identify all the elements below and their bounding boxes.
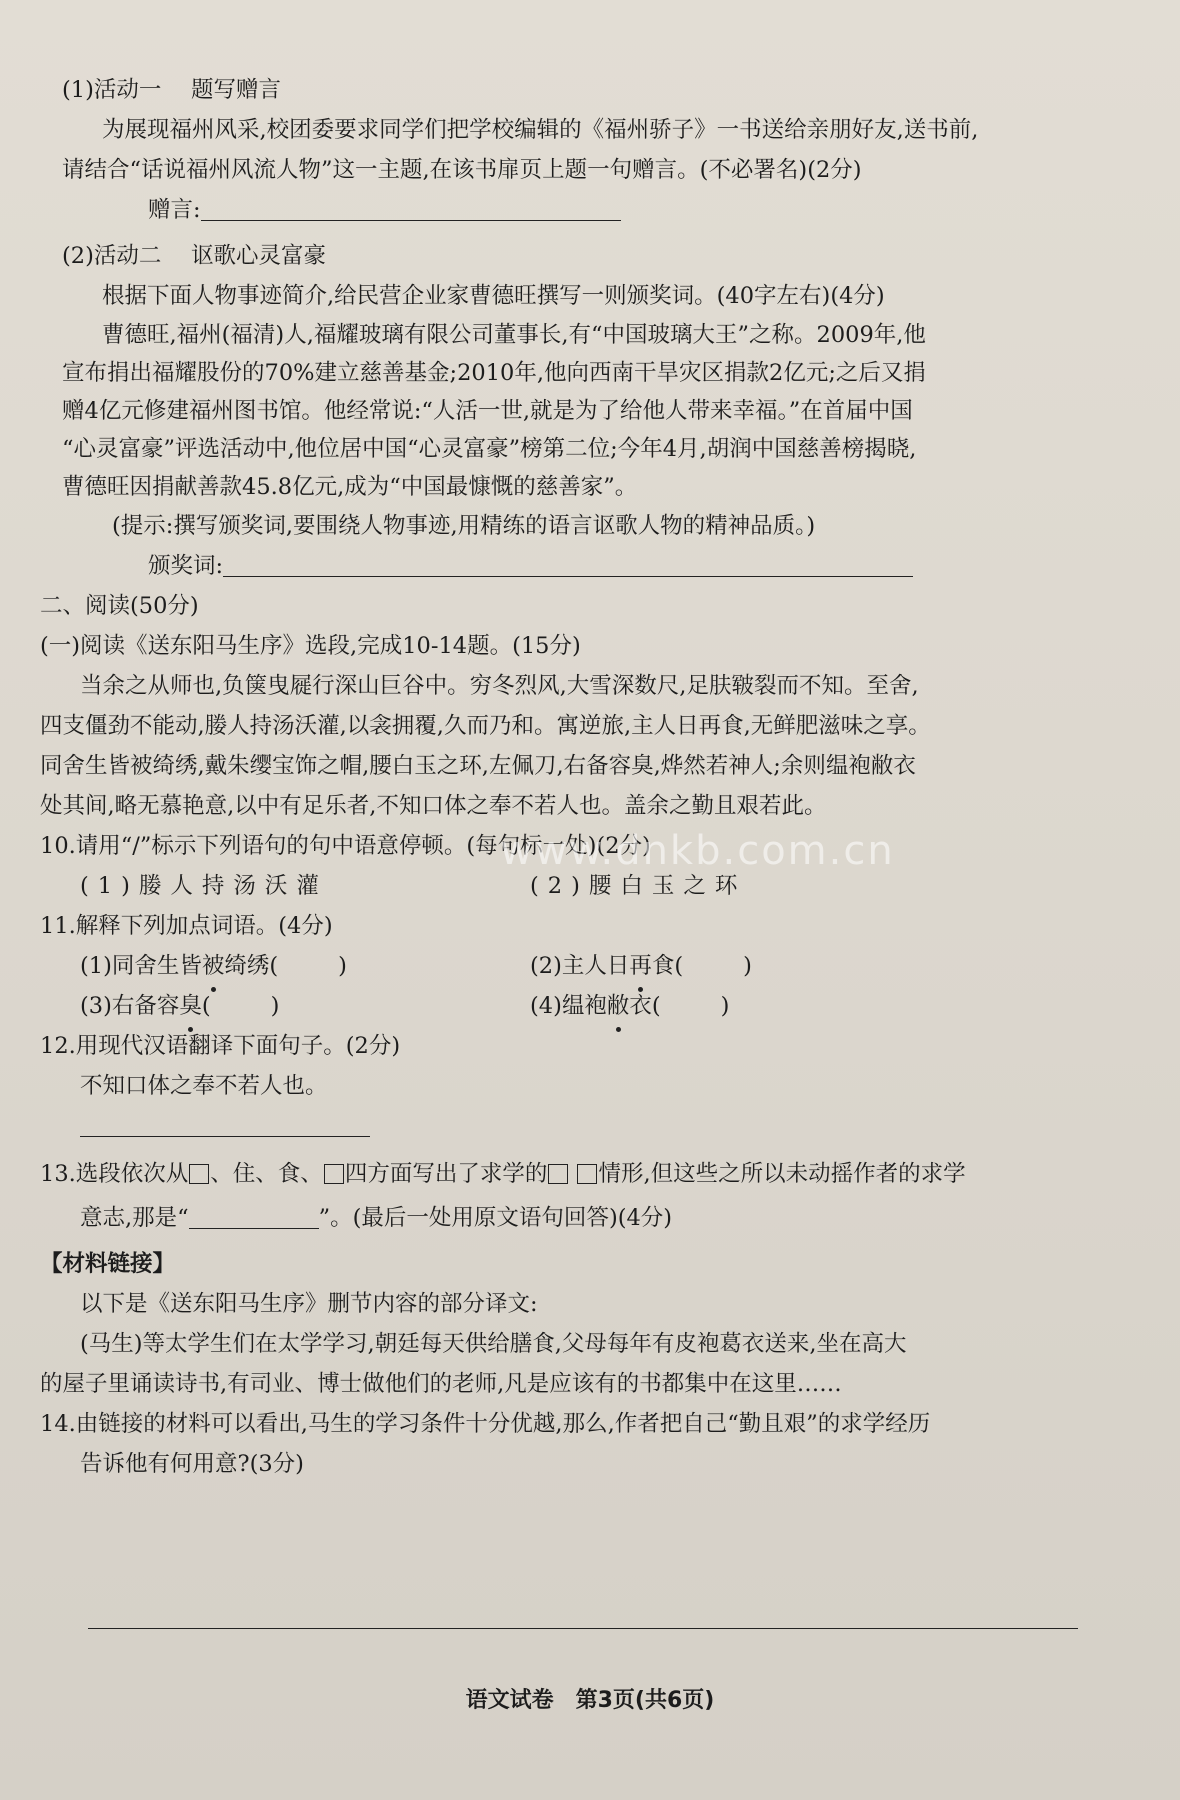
dedication-label: 赠言: bbox=[148, 197, 201, 223]
activity1-paragraph-1: 为展现福州风采,校团委要求同学们把学校编辑的《福州骄子》一书送给亲朋好友,送书前, bbox=[102, 117, 979, 143]
activity2-heading: (2)活动二 讴歌心灵富豪 bbox=[62, 243, 327, 269]
dotted-word: 再 bbox=[629, 946, 652, 986]
q14-line-1: 14.由链接的材料可以看出,马生的学习条件十分优越,那么,作者把自己“勤且艰”的求学经历 bbox=[40, 1411, 931, 1437]
award-line bbox=[62, 546, 1110, 586]
q12-answer-line bbox=[40, 1106, 1110, 1146]
q11-item-4 bbox=[530, 986, 729, 1026]
q11-stem: 11.解释下列加点词语。(4分) bbox=[40, 913, 333, 939]
q10-item-2[interactable]: (2)腰白玉之环 bbox=[530, 873, 747, 899]
q11-item-2 bbox=[530, 946, 752, 986]
q11-item-2-post: 食( bbox=[651, 953, 684, 979]
q13-text-4: 情形,但这些之所以未动摇作者的求学 bbox=[598, 1161, 966, 1187]
q11-row-1 bbox=[40, 946, 1110, 986]
material-paragraph-2: 的屋子里诵读诗书,有司业、博士做他们的老师,凡是应该有的书都集中在这里…… bbox=[40, 1371, 842, 1397]
activity2-bio bbox=[62, 316, 1110, 506]
passage-line: 同舍生皆被绮绣,戴朱缨宝饰之帽,腰白玉之环,左佩刀,右备容臭,烨然若神人;余则缊袍敝衣 bbox=[40, 753, 916, 779]
q13-text-3: 四方面写出了求学的 bbox=[344, 1161, 548, 1187]
q10-item-1[interactable]: (1)媵人持汤沃灌 bbox=[80, 873, 328, 899]
q11-item-1 bbox=[80, 953, 347, 979]
bio-line: “心灵富豪”评选活动中,他位居中国“心灵富豪”榜第二位;今年4月,胡润中国慈善榜揭晓, bbox=[62, 436, 917, 462]
q11-item-4-pre: (4)缊袍 bbox=[530, 993, 607, 1019]
paren-close: ) bbox=[270, 993, 280, 1019]
q11-item-2-pre: (2)主人日 bbox=[530, 953, 630, 979]
q11-item-1-pre: (1)同舍生皆 bbox=[80, 953, 202, 979]
q14-answer-line[interactable] bbox=[88, 1628, 1078, 1629]
q13-text-5: 意志,那是“ bbox=[80, 1205, 189, 1231]
reading1-heading: (一)阅读《送东阳马生序》选段,完成10-14题。(15分) bbox=[40, 633, 581, 659]
paren-close: ) bbox=[720, 993, 730, 1019]
page-footer: 语文试卷 第3页(共6页) bbox=[465, 1688, 715, 1713]
q13-box-1[interactable] bbox=[189, 1164, 209, 1184]
activity1-heading: (1)活动一 题写赠言 bbox=[62, 77, 282, 103]
activity1-paragraph-2: 请结合“话说福州风流人物”这一主题,在该书扉页上题一句赠言。(不必署名)(2分) bbox=[62, 157, 862, 183]
q13-text-1: 13.选段依次从 bbox=[40, 1161, 189, 1187]
passage-line: 当余之从师也,负箧曳屣行深山巨谷中。穷冬烈风,大雪深数尺,足肤皲裂而不知。至舍, bbox=[80, 673, 919, 699]
bio-line: 曹德旺,福州(福清)人,福耀玻璃有限公司董事长,有“中国玻璃大王”之称。2009年,他 bbox=[102, 322, 926, 348]
dotted-word: 被 bbox=[202, 946, 225, 986]
activity2-tip: (提示:撰写颁奖词,要围绕人物事迹,用精练的语言讴歌人物的精神品质。) bbox=[112, 513, 816, 539]
material-intro: 以下是《送东阳马生序》删节内容的部分译文: bbox=[80, 1291, 538, 1317]
award-label: 颁奖词: bbox=[148, 553, 224, 579]
q13-box-4[interactable] bbox=[577, 1164, 597, 1184]
passage-line: 处其间,略无慕艳意,以中有足乐者,不知口体之奉不若人也。盖余之勤且艰若此。 bbox=[40, 793, 827, 819]
bio-line: 曹德旺因捐献善款45.8亿元,成为“中国最慷慨的慈善家”。 bbox=[62, 474, 638, 500]
dedication-blank[interactable] bbox=[201, 194, 621, 221]
section2-heading: 二、阅读(50分) bbox=[40, 593, 199, 619]
q13-text-6: ”。(最后一处用原文语句回答)(4分) bbox=[318, 1205, 673, 1231]
award-blank[interactable] bbox=[223, 550, 913, 577]
material-paragraph-1: (马生)等太学生们在太学学习,朝廷每天供给膳食,父母每年有皮袍葛衣送来,坐在高大 bbox=[80, 1331, 907, 1357]
q10-stem: 10.请用“/”标示下列语句的句中语意停顿。(每句标一处)(2分) bbox=[40, 833, 651, 859]
q14-line-2: 告诉他有何用意?(3分) bbox=[80, 1451, 304, 1477]
q10-items bbox=[40, 866, 1110, 906]
passage-line: 四支僵劲不能动,媵人持汤沃灌,以衾拥覆,久而乃和。寓逆旅,主人日再食,无鲜肥滋味之享。 bbox=[40, 713, 931, 739]
material-heading: 【材料链接】 bbox=[40, 1251, 176, 1277]
q13-line-2 bbox=[40, 1198, 1110, 1238]
paren-close: ) bbox=[338, 953, 347, 979]
watermark-url: www.dnkb.com.cn bbox=[500, 828, 895, 874]
q11-item-3-post: ( bbox=[201, 993, 211, 1019]
dedication-line bbox=[62, 190, 1110, 230]
q11-item-1-post: 绮绣( bbox=[224, 953, 279, 979]
q13-box-3[interactable] bbox=[548, 1164, 568, 1184]
q11-item-4-post: 衣( bbox=[629, 993, 661, 1019]
bio-line: 宣布捐出福耀股份的70%建立慈善基金;2010年,他向西南干旱灾区捐款2亿元;之后又捐 bbox=[62, 360, 926, 386]
q12-answer-blank[interactable] bbox=[80, 1110, 370, 1137]
reading1-passage bbox=[40, 666, 1110, 826]
q12-stem: 12.用现代汉语翻译下面句子。(2分) bbox=[40, 1033, 401, 1059]
q12-sentence: 不知口体之奉不若人也。 bbox=[80, 1073, 328, 1099]
dotted-word: 臭 bbox=[179, 986, 202, 1026]
q13-text-2: 、住、食、 bbox=[210, 1161, 323, 1187]
q11-row-2 bbox=[40, 986, 1110, 1026]
q13-line-1 bbox=[40, 1154, 1110, 1194]
activity2-instruction: 根据下面人物事迹简介,给民营企业家曹德旺撰写一则颁奖词。(40字左右)(4分) bbox=[102, 283, 885, 309]
q11-item-3 bbox=[80, 993, 279, 1019]
q13-box-2[interactable] bbox=[324, 1164, 344, 1184]
paren-close: ) bbox=[743, 953, 752, 979]
q13-answer-blank[interactable] bbox=[189, 1202, 319, 1229]
dotted-word: 敝 bbox=[607, 986, 630, 1026]
q11-item-3-pre: (3)右备容 bbox=[80, 993, 180, 1019]
questions bbox=[40, 826, 1110, 1484]
bio-line: 赠4亿元修建福州图书馆。他经常说:“人活一世,就是为了给他人带来幸福。”在首届中国 bbox=[62, 398, 913, 424]
